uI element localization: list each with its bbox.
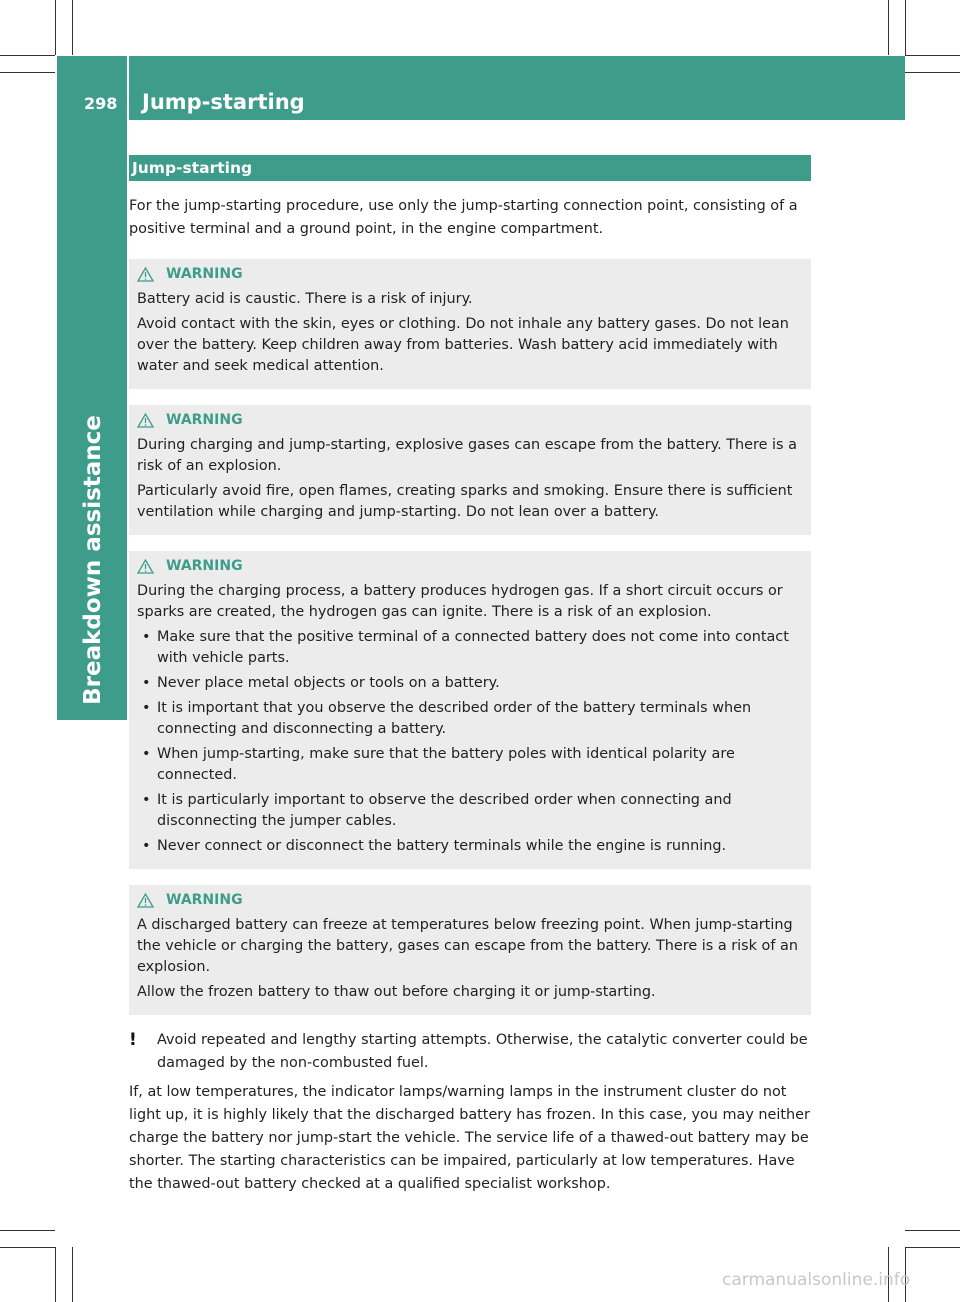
crop-mark bbox=[72, 0, 73, 55]
caution-note bbox=[129, 1029, 811, 1075]
header-title: Jump-starting bbox=[142, 90, 305, 114]
caution-note-text: Avoid repeated and lengthy starting attempts. Otherwise, the catalytic converter could be damaged by the non-combusted fuel. bbox=[157, 1032, 808, 1071]
crop-mark bbox=[905, 55, 960, 56]
warning-label: WARNING bbox=[166, 892, 243, 908]
warning-text: During the charging process, a battery produces hydrogen gas. If a short circuit occurs or sparks are created, the hydrogen gas can ignite. There is a risk of an explosion. bbox=[137, 583, 783, 620]
warning-text: Battery acid is caustic. There is a risk of injury. bbox=[137, 291, 473, 307]
watermark: carmanualsonline.info bbox=[722, 1270, 911, 1290]
intro-paragraph: For the jump-starting procedure, use only the jump-starting connection point, consisting of a positive terminal and a ground point, in the engine compartment. bbox=[129, 198, 798, 237]
closing-paragraph: If, at low temperatures, the indicator lamps/warning lamps in the instrument cluster do not light up, it is highly likely that the discharged battery has frozen. In this case, you may neither charge the battery nor jump-start the vehicle. The service life of a thawed-out battery may be shorter. The starting characteristics can be impaired, particularly at low temperatures. Have the thawed-out battery checked at a qualified specialist workshop. bbox=[129, 1084, 810, 1192]
warning-header bbox=[137, 555, 803, 577]
warning-triangle-icon bbox=[137, 267, 154, 282]
warning-text: During charging and jump-starting, explosive gases can escape from the battery. There is a risk of an explosion. bbox=[137, 437, 797, 474]
warning-box bbox=[129, 259, 811, 389]
list-item: • Never place metal objects or tools on a battery. bbox=[142, 675, 500, 691]
warning-text: Avoid contact with the skin, eyes or clothing. Do not inhale any battery gases. Do not lean over the battery. Keep children away from batteries. Wash battery acid immediately with water and seek medical attention. bbox=[137, 316, 789, 374]
crop-mark bbox=[905, 1230, 960, 1231]
section-title: Jump-starting bbox=[129, 155, 811, 181]
header-divider bbox=[127, 56, 129, 120]
main-content bbox=[129, 155, 811, 1202]
crop-mark bbox=[72, 1247, 73, 1302]
warning-box bbox=[129, 405, 811, 535]
warning-triangle-icon bbox=[137, 413, 154, 428]
crop-mark bbox=[0, 1247, 55, 1248]
warning-box bbox=[129, 551, 811, 869]
list-item: • Make sure that the positive terminal of a connected battery does not come into contact with vehicle parts. bbox=[142, 629, 789, 666]
crop-mark bbox=[905, 72, 960, 73]
list-item: • When jump-starting, make sure that the battery poles with identical polarity are connected. bbox=[142, 746, 735, 783]
list-item: • It is particularly important to observe the described order when connecting and disconnecting the jumper cables. bbox=[142, 792, 732, 829]
chapter-side-label: Breakdown assistance bbox=[80, 415, 106, 705]
warning-label: WARNING bbox=[166, 266, 243, 282]
warning-label: WARNING bbox=[166, 412, 243, 428]
warning-text: Allow the frozen battery to thaw out before charging it or jump-starting. bbox=[137, 984, 656, 1000]
warning-header bbox=[137, 409, 803, 431]
warning-header bbox=[137, 889, 803, 911]
warning-text: A discharged battery can freeze at temperatures below freezing point. When jump-starting the vehicle or charging the battery, gases can escape from the battery. There is a risk of an explosion. bbox=[137, 917, 798, 975]
warning-bullet-list bbox=[137, 627, 803, 857]
exclamation-icon: ! bbox=[129, 1030, 137, 1050]
crop-mark bbox=[888, 0, 889, 55]
list-item: • Never connect or disconnect the battery terminals while the engine is running. bbox=[142, 838, 727, 854]
crop-mark bbox=[0, 1230, 55, 1231]
page-number: 298 bbox=[84, 94, 118, 113]
crop-mark bbox=[0, 72, 55, 73]
warning-label: WARNING bbox=[166, 558, 243, 574]
warning-triangle-icon bbox=[137, 893, 154, 908]
warning-header bbox=[137, 263, 803, 285]
warning-text: Particularly avoid fire, open flames, creating sparks and smoking. Ensure there is sufficient ventilation while charging and jump-starting. Do not lean over a battery. bbox=[137, 483, 793, 520]
crop-mark bbox=[55, 1247, 56, 1302]
crop-mark bbox=[0, 55, 55, 56]
crop-mark bbox=[55, 0, 56, 55]
list-item: • It is important that you observe the described order of the battery terminals when connecting and disconnecting a battery. bbox=[142, 700, 752, 737]
crop-mark bbox=[905, 1247, 960, 1248]
warning-triangle-icon bbox=[137, 559, 154, 574]
crop-mark bbox=[905, 0, 906, 55]
warning-box bbox=[129, 885, 811, 1015]
